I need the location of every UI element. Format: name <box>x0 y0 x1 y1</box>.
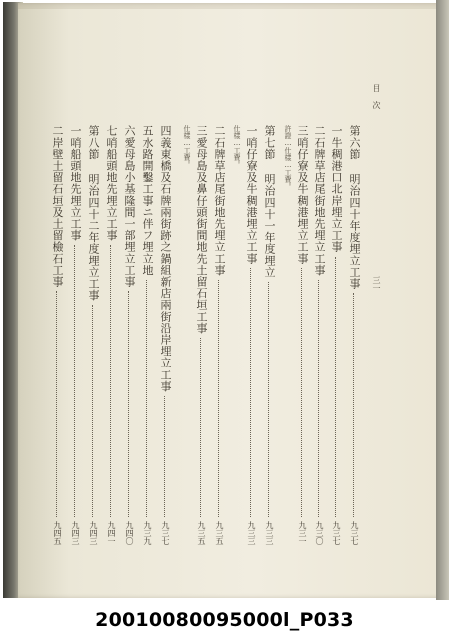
toc-entry <box>139 125 155 545</box>
toc-page-number: 九三五 <box>197 521 206 545</box>
toc-entry <box>261 125 277 545</box>
toc-entry <box>346 125 362 545</box>
image-caption: 20010080095000l_P033 <box>95 609 354 631</box>
toc-page-number: 九三七 <box>350 521 359 545</box>
toc-page-number: 九三三 <box>247 521 256 545</box>
toc-entry-title: 二岸壁土留石垣及土留檢石工事 <box>51 125 64 288</box>
toc-entry <box>157 125 173 545</box>
toc-entry <box>243 125 259 545</box>
toc-page-number: 九三七 <box>332 521 341 545</box>
toc-entry-title: 三愛母島及鼻仔頭街間地先土留石垣工事 <box>195 125 208 334</box>
running-header: 目 次 <box>372 84 381 109</box>
page-top-wear <box>18 3 444 9</box>
toc-entry-title: 第八節 明治四十二年度埋立工事 <box>87 125 100 301</box>
toc-entry-title: 第七節 明治四十一年度埋立 <box>263 125 276 278</box>
toc-entry-title: 二石牌草店尾街地先埋立工事 <box>213 125 226 276</box>
leader-dots <box>164 396 165 517</box>
toc-entry-title: 三哨仔寮及牛稠港埋立工事 <box>296 125 309 265</box>
toc-entry-note: 仕樣…工費。 <box>233 125 241 168</box>
leader-dots <box>110 245 111 517</box>
leader-dots <box>353 293 354 517</box>
toc-page-number: 九四三 <box>71 521 80 545</box>
toc-entry-title: 二石牌草店尾街地先埋立工事 <box>313 125 326 276</box>
toc-entry-title: 第六節 明治四十年度埋立工事 <box>348 125 361 290</box>
toc-page-number: 九四〇 <box>125 521 134 545</box>
toc-entry <box>311 125 327 545</box>
toc-page-number: 九三五 <box>215 521 224 545</box>
leader-dots <box>74 245 75 517</box>
leader-dots <box>318 280 319 517</box>
toc-entry-note: 仕樣…工費。 <box>183 125 191 168</box>
toc-entry <box>328 125 344 545</box>
toc-entry <box>280 125 296 545</box>
toc-entry-title: 一哨船頭地先埋立工事 <box>69 125 82 241</box>
page-right-edge <box>436 0 449 600</box>
toc-entry <box>294 125 310 545</box>
folio-number: 三一 <box>372 276 381 292</box>
toc-entry <box>229 125 245 545</box>
toc-entry-title: 四義東橋及石牌兩街跡之鍋組新店兩街沿岸埋立工事 <box>159 125 172 392</box>
toc-page-number: 九四五 <box>53 521 62 545</box>
toc-entry <box>49 125 65 545</box>
toc-entry-title: 一牛稠港口北岸埋立工事 <box>330 125 343 253</box>
toc-page-number: 九四三 <box>89 521 98 545</box>
leader-dots <box>92 305 93 517</box>
toc-entry <box>211 125 227 545</box>
leader-dots <box>218 280 219 517</box>
leader-dots <box>128 291 129 517</box>
toc-entry-title: 七哨船頭地先埋立工事 <box>105 125 118 241</box>
leader-dots <box>146 280 147 517</box>
toc-page-number: 九三七 <box>161 521 170 545</box>
toc-entry-note: 許證…仕樣…工費。 <box>284 125 292 190</box>
toc-page-number: 九三九 <box>143 521 152 545</box>
toc-entry <box>85 125 101 545</box>
toc-entry <box>179 125 195 545</box>
toc-page-number: 九四一 <box>107 521 116 545</box>
toc-entry-title: 五水路開鑿工事ニ伴フ埋立地 <box>141 125 154 276</box>
toc-page-number: 九三三 <box>265 521 274 545</box>
toc-entry <box>193 125 209 545</box>
toc-entry-title: 六愛母島小基隆間一部埋立工事 <box>123 125 136 288</box>
toc-entry <box>103 125 119 545</box>
toc-page-number: 九三〇 <box>315 521 324 545</box>
toc-page-number: 九三一 <box>298 521 307 545</box>
leader-dots <box>56 291 57 517</box>
toc-entry <box>121 125 137 545</box>
toc-entry <box>67 125 83 545</box>
toc-entry-title: 一哨仔寮及牛稠港埋立工事 <box>245 125 258 265</box>
leader-dots <box>301 268 302 517</box>
leader-dots <box>335 257 336 517</box>
leader-dots <box>268 282 269 517</box>
leader-dots <box>200 338 201 517</box>
leader-dots <box>250 268 251 517</box>
